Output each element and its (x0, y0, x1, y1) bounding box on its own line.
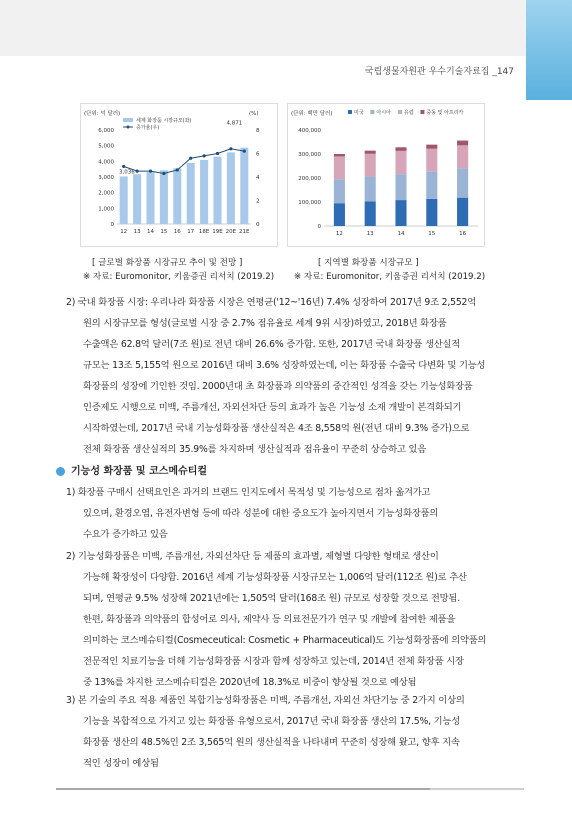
x-tick-label: 13 (366, 231, 374, 237)
stacked-bar-segment (365, 177, 376, 202)
legend-label: 아시아 (376, 110, 391, 116)
legend-swatch (398, 110, 402, 114)
text-line: 시작하였는데, 2017년 국내 기능성화장품 생산실적은 4조 8,558억 원(전년 대비 9.3% 증가)으로 (83, 423, 470, 434)
stacked-bar-segment (426, 171, 437, 199)
running-header: 국립생물자원관 우수기술자료집 _147 (364, 67, 514, 77)
paragraph-item-2 (66, 546, 506, 693)
x-tick-label: 14 (397, 231, 405, 237)
text-line: 화장품 생산의 48.5%인 2조 3,565억 원의 생산실적을 나타내며 꾸준히 성장해 왔고, 향후 지속 (83, 737, 460, 748)
x-tick-label: 15 (160, 229, 168, 235)
y-tick-label: 0 (110, 222, 114, 228)
text-line: 원의 시장규모를 형성(글로벌 시장 중 2.7% 점유율로 세계 9위 시장)하였고, 2018년 화장품 (83, 318, 447, 329)
paragraph-item-3 (66, 690, 506, 774)
bar (227, 152, 235, 224)
x-tick-label: 21E (239, 229, 250, 235)
text-line: 2) 국내 화장품 시장: 우리나라 화장품 시장은 연평균('12~'16년) 7.4% 성장하여 2017년 9조 2,552억 (66, 297, 477, 308)
text-line: 규모는 13조 5,155억 원으로 2016년 대비 3.6% 성장하였는데, 이는 화장품 수출국 다변화 및 기능성 (83, 360, 486, 371)
x-tick-label: 13 (133, 229, 141, 235)
text-line: 수요가 증가하고 있음 (83, 529, 168, 540)
text-line: 적인 성장이 예상됨 (83, 758, 159, 769)
y-tick-label: 6,000 (98, 128, 114, 134)
text-line: 의미하는 코스메슈티컬(Cosmeceutical: Cosmetic + Pharmaceutical)도 기능성화장품에 의약품의 (83, 635, 487, 646)
footer-rule (56, 788, 524, 790)
y-tick-label: 3,000 (98, 175, 114, 181)
stacked-bar-segment (426, 149, 437, 172)
growth-point (136, 170, 139, 173)
growth-point (203, 154, 206, 157)
y-right-tick-label: 0 (256, 222, 260, 228)
text-line: 기능을 복합적으로 가지고 있는 화장품 유형으로서, 2017년 국내 화장품 생산의 17.5%, 기능성 (83, 716, 460, 727)
x-tick-label: 19E (212, 229, 223, 235)
x-tick-label: 20E (225, 229, 237, 235)
legend-swatch (348, 110, 352, 114)
y-tick-label: 300,000 (298, 152, 321, 158)
y-tick-label: 4,000 (98, 159, 114, 166)
text-line: 화장품의 성장에 기인한 것임. 2000년대 초 화장품과 의약품의 중간적인 성격을 갖는 기능성화장품 (83, 381, 473, 392)
text-line: 2) 기능성화장품은 미백, 주름개선, 자외선차단 등 제품의 효과별, 제형별 다양한 형태로 생산이 (66, 551, 439, 562)
text-line: 있으며, 환경오염, 유전자변형 등에 따라 성분에 대한 중요도가 높아지면서 기능성화장품의 (83, 508, 439, 519)
corner-tab (526, 0, 572, 100)
stacked-bar-segment (395, 151, 406, 174)
growth-point (229, 147, 232, 150)
header-band (0, 0, 572, 56)
growth-point (176, 168, 179, 171)
legend-swatch (370, 110, 374, 114)
footer-rule-accent (56, 788, 430, 790)
section-title: 기능성 화장품 및 코스메슈티컬 (71, 466, 208, 477)
text-line: 가능해 확장성이 다양함. 2016년 세계 기능성화장품 시장규모는 1,006억 달러(112조 원)로 추산 (83, 572, 467, 583)
x-tick-label: 16 (459, 231, 467, 237)
x-tick-label: 17 (187, 229, 195, 235)
bar (200, 160, 208, 224)
text-line: 3) 본 기술의 주요 적용 제품인 복합기능성화장품은 미백, 주름개선, 자외선 차단기능 중 2가지 이상의 (66, 695, 465, 706)
figure-1-source: ※ 자료: Euromonitor, 키움증권 리서치 (2019.2) (83, 272, 275, 282)
chart-regional-market (287, 103, 485, 247)
chart-regional-market-svg (288, 104, 484, 246)
text-line: 수출액은 62.8억 달러(7조 원)로 전년 대비 26.6% 증가함. 또한, 2017년 국내 화장품 생산실적 (83, 339, 461, 350)
text-line: 인증제도 시행으로 미백, 주름개선, 자외선차단 등의 효과가 높은 기능성 소재 개발이 본격화되기 (83, 402, 462, 413)
stacked-bar-segment (395, 147, 406, 151)
stacked-bar-segment (457, 145, 468, 168)
x-tick-label: 15 (428, 231, 436, 237)
growth-point (216, 152, 219, 155)
legend-label: 중동 및 아프리카 (426, 110, 464, 116)
stacked-bar-segment (334, 156, 345, 179)
stacked-bar-segment (334, 203, 345, 226)
paragraph-item-1 (66, 482, 506, 545)
stacked-bar-segment (334, 179, 345, 203)
bar (187, 163, 195, 224)
y-right-tick-label: 6 (256, 151, 260, 158)
bar (146, 172, 154, 224)
stacked-bar-segment (334, 154, 345, 156)
y-tick-label: 0 (317, 224, 321, 230)
chart-global-market (80, 103, 278, 247)
legend-swatch (420, 110, 424, 114)
figure-2-caption: [ 지역별 화장품 시장규모 ] (318, 258, 419, 268)
y-tick-label: 2,000 (98, 190, 114, 197)
growth-point (122, 165, 125, 168)
y-tick-label: 200,000 (298, 176, 321, 182)
growth-point (149, 170, 152, 173)
growth-point (162, 172, 165, 175)
text-line: 한편, 화장품과 의약품의 합성어로 의사, 제약사 등 의료전문가가 연구 및 개발에 참여한 제품을 (83, 614, 456, 625)
figure-1-caption: [ 글로벌 화장품 시장규모 추이 및 전망 ] (92, 258, 243, 268)
stacked-bar-segment (395, 200, 406, 226)
bar (120, 176, 128, 224)
text-line: 전문적인 치료기능을 더해 기능성화장품 시장과 함께 성장하고 있는데, 2014년 전체 화장품 시장 (83, 656, 464, 667)
stacked-bar-segment (457, 168, 468, 197)
stacked-bar-segment (365, 151, 376, 154)
legend-label: 유럽 (404, 110, 414, 116)
bar (133, 174, 141, 224)
text-line: 되며, 연평균 9.5% 성장해 2021년에는 1,505억 달러(168조 원) 규모로 성장할 것으로 전망됨. (83, 593, 460, 604)
figure-2-source: ※ 자료: Euromonitor, 키움증권 리서치 (2019.2) (294, 272, 486, 282)
section-heading (56, 462, 207, 477)
stacked-bar-segment (457, 141, 468, 146)
data-label-first: 3,036 (119, 169, 135, 176)
x-tick-label: 12 (120, 229, 128, 235)
legend-label: 미국 (354, 110, 364, 116)
text-line: 1) 화장품 구매시 선택요인은 과거의 브랜드 인지도에서 목적성 및 기능성으로 점차 옮겨가고 (66, 487, 431, 498)
unit-right-label: (%) (249, 111, 259, 117)
y-right-tick-label: 8 (256, 128, 260, 134)
y-right-tick-label: 4 (256, 175, 260, 181)
x-tick-label: 18E (198, 229, 210, 235)
x-tick-label: 12 (335, 231, 343, 237)
unit-label: (단위: 백만 달러) (291, 111, 333, 117)
stacked-bar-segment (365, 202, 376, 226)
bullet-dot-icon (56, 467, 65, 476)
data-label-last: 4,871 (226, 120, 243, 127)
stacked-bar-segment (426, 145, 437, 149)
chart-global-market-svg (81, 104, 277, 246)
unit-left-label: (단위: 억 달러) (84, 111, 121, 117)
growth-point (189, 157, 192, 160)
bar (160, 170, 168, 224)
legend-marker (127, 126, 130, 129)
bar (240, 148, 248, 224)
stacked-bar-segment (457, 198, 468, 226)
y-tick-label: 400,000 (298, 128, 321, 134)
bar (173, 168, 181, 224)
text-line: 전체 화장품 생산실적의 35.9%를 차지하며 생산실적과 점유율이 꾸준히 상승하고 있음 (83, 444, 427, 455)
stacked-bar-segment (365, 154, 376, 177)
y-tick-label: 1,000 (98, 206, 114, 213)
growth-point (243, 150, 246, 153)
y-tick-label: 100,000 (298, 200, 321, 206)
stacked-bar-segment (395, 174, 406, 200)
y-tick-label: 5,000 (98, 143, 114, 150)
x-tick-label: 16 (173, 229, 181, 235)
bar (213, 157, 221, 224)
paragraph-domestic-market (66, 292, 506, 460)
growth-line (124, 149, 245, 174)
stacked-bar-segment (426, 199, 437, 226)
legend-swatch-bar (123, 118, 133, 122)
legend-label: 세계 화장품 시장규모(좌) (136, 118, 192, 124)
legend-label: 증가율(우) (136, 125, 160, 131)
text-line: 중 13%를 차지한 코스메슈티컬은 2020년에 18.3%로 비중이 향상될 것으로 예상됨 (83, 677, 417, 688)
x-tick-label: 14 (147, 229, 154, 235)
y-right-tick-label: 2 (256, 198, 260, 205)
